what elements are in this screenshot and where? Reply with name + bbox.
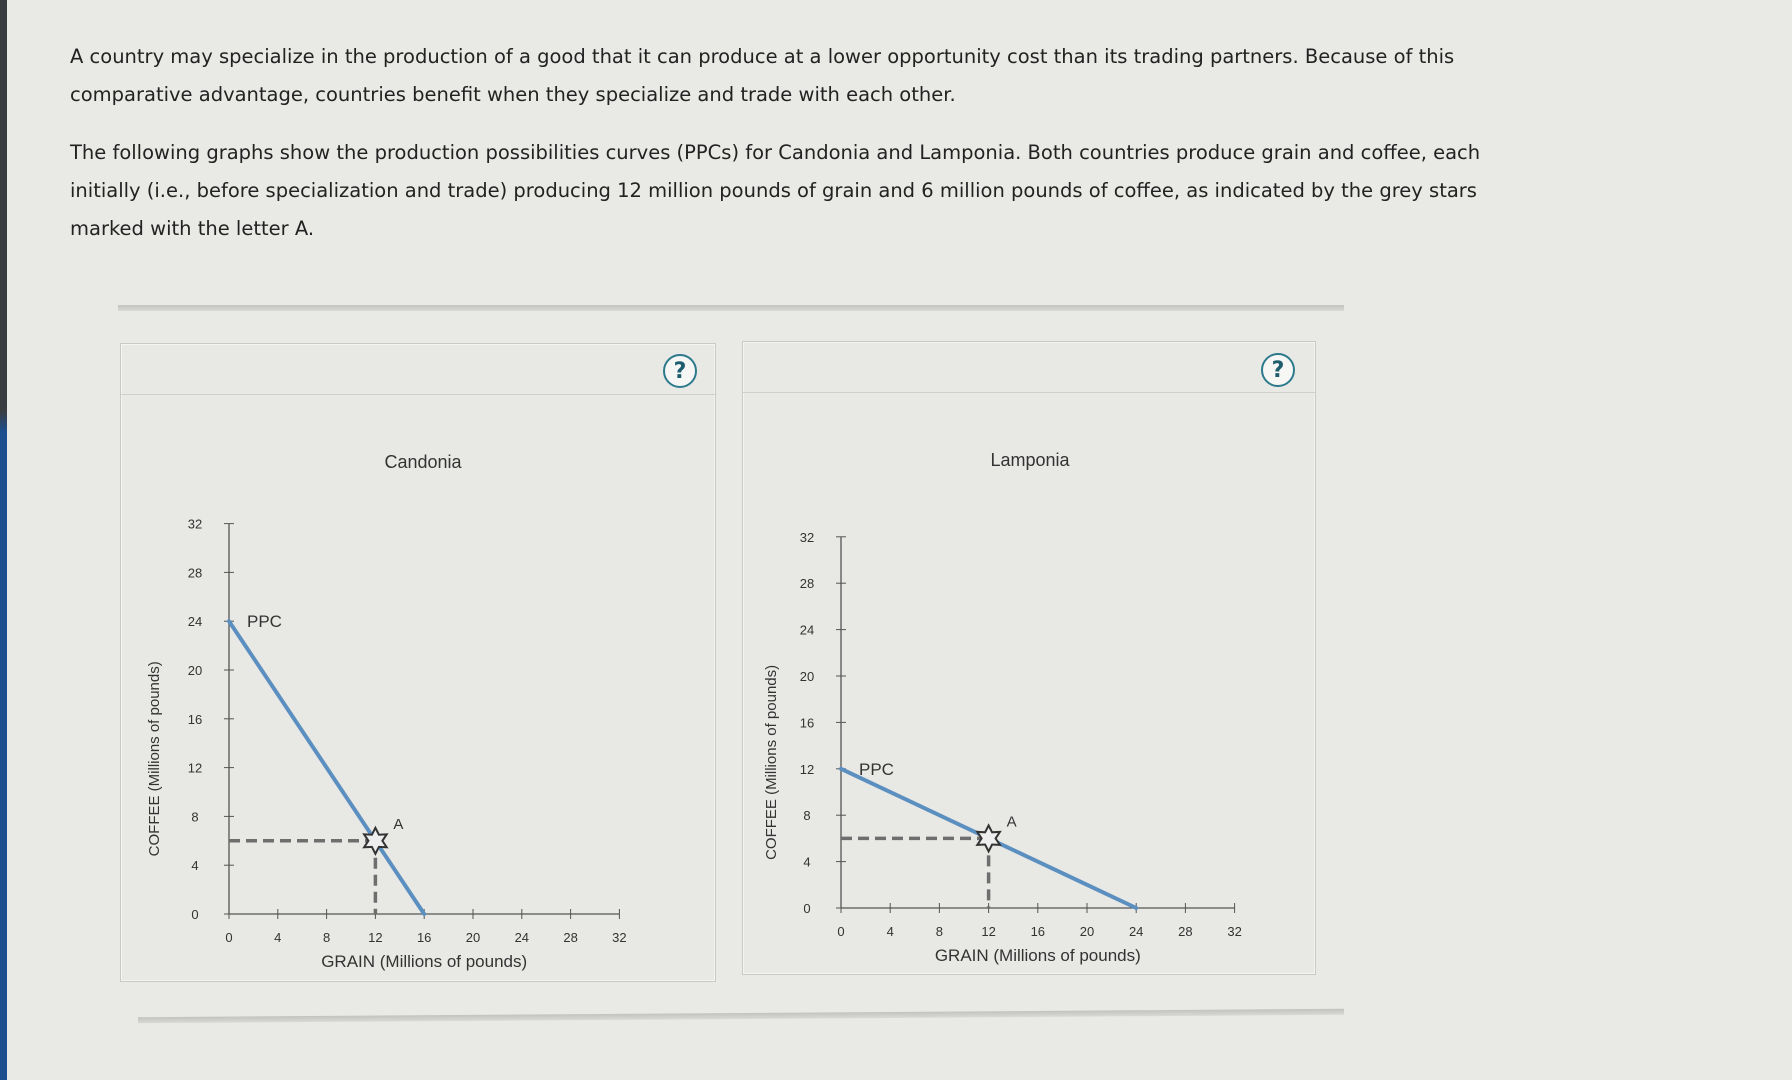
y-axis-label: COFFEE (Millions of pounds): [146, 661, 163, 857]
intro-paragraph-1: A country may specialize in the production of a good that it can produce at a lower opportunity cost than its trading partners. Because of this comparative advantage, countries benefit when they specialize and trade with each other.: [70, 45, 1455, 106]
point-label: A: [1006, 813, 1017, 831]
y-tick-label: 28: [799, 576, 815, 592]
window-edge: [0, 0, 7, 1080]
intro-paragraph-2: The following graphs show the production possibilities curves (PPCs) for Candonia and Lamponia. Both countries produce grain and coffee, each initially (i.e., before specialization and trade) producing 12 million pounds of grain and 6 million pounds of coffee, as indicated by the grey stars marked with the letter A.: [70, 141, 1481, 240]
y-tick-label: 16: [799, 715, 815, 731]
x-tick-label: 8: [322, 930, 331, 945]
y-tick-label: 12: [799, 761, 815, 777]
candonia-chart: [121, 344, 715, 981]
y-tick-label: 20: [187, 663, 203, 678]
lamponia-graph-panel: [742, 341, 1316, 975]
y-tick-label: 24: [187, 614, 203, 630]
y-tick-label: 32: [799, 529, 815, 545]
y-tick-label: 0: [191, 907, 199, 922]
point-label: A: [393, 815, 404, 833]
candonia-graph-panel: [120, 343, 716, 982]
x-tick-label: 12: [981, 924, 996, 939]
y-axis-label: COFFEE (Millions of pounds): [763, 664, 780, 860]
ppc-line: [229, 621, 424, 914]
x-tick-label: 4: [886, 924, 894, 939]
x-tick-label: 24: [514, 930, 530, 945]
x-tick-label: 16: [416, 930, 432, 945]
y-tick-label: 4: [191, 858, 199, 874]
question-intro: [70, 38, 1490, 268]
ppc-label: PPC: [247, 612, 282, 632]
y-tick-label: 32: [187, 516, 203, 532]
bottom-divider: [138, 1009, 1344, 1023]
lamponia-chart: [743, 342, 1315, 974]
chart-title: Lamponia: [990, 450, 1070, 470]
x-tick-label: 32: [1227, 924, 1242, 939]
x-tick-label: 4: [274, 930, 282, 945]
x-tick-label: 20: [1079, 924, 1095, 939]
x-tick-label: 28: [1178, 924, 1193, 939]
y-tick-label: 28: [187, 565, 203, 581]
top-divider: [118, 305, 1344, 311]
y-tick-label: 4: [803, 854, 811, 870]
x-tick-label: 32: [612, 930, 627, 945]
y-tick-label: 20: [799, 669, 815, 684]
x-tick-label: 0: [225, 930, 233, 945]
x-tick-label: 12: [368, 930, 383, 945]
x-axis-label: GRAIN (Millions of pounds): [321, 952, 528, 971]
ppc-label: PPC: [859, 759, 894, 779]
x-tick-label: 16: [1030, 924, 1046, 939]
x-tick-label: 0: [837, 924, 845, 939]
x-tick-label: 8: [935, 924, 944, 939]
x-tick-label: 28: [563, 930, 578, 945]
y-tick-label: 8: [803, 808, 811, 824]
candonia-help-button[interactable]: ?: [663, 354, 697, 388]
lamponia-help-button[interactable]: ?: [1261, 353, 1295, 387]
y-tick-label: 16: [187, 711, 203, 727]
y-tick-label: 12: [187, 760, 203, 776]
y-tick-label: 0: [803, 901, 811, 916]
point-star-marker: [977, 825, 1000, 851]
chart-title: Candonia: [384, 452, 462, 472]
x-tick-label: 20: [465, 930, 481, 945]
y-tick-label: 24: [799, 622, 815, 638]
y-tick-label: 8: [191, 809, 199, 825]
x-axis-label: GRAIN (Millions of pounds): [934, 946, 1141, 965]
x-tick-label: 24: [1128, 924, 1144, 939]
